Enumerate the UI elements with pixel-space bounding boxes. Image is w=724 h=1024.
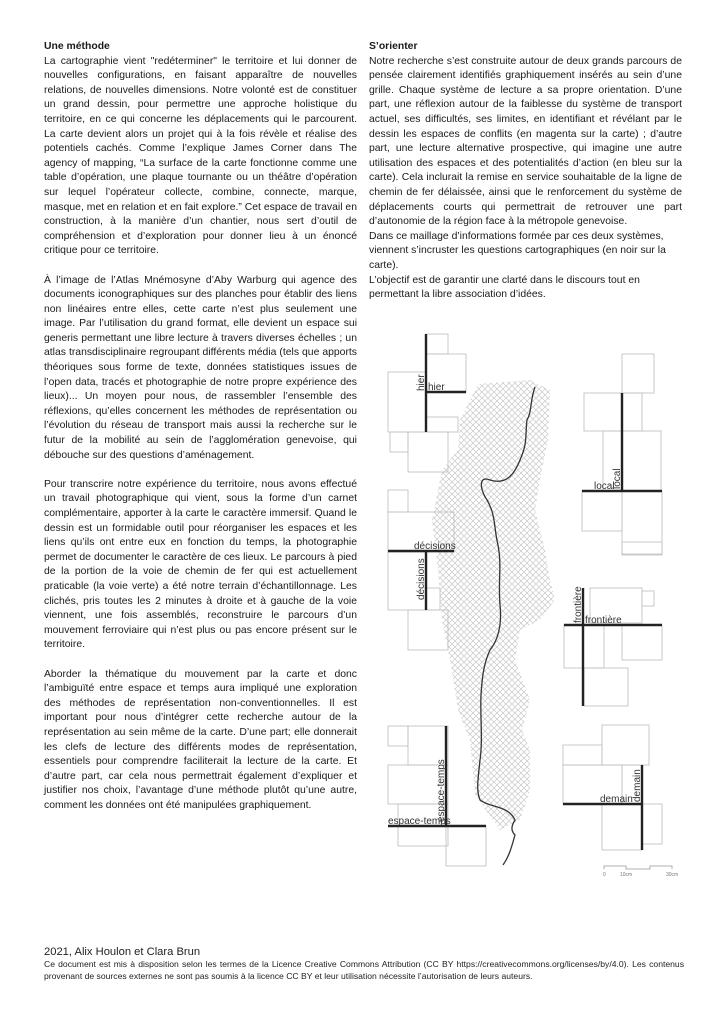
photo-frame bbox=[602, 725, 649, 765]
paragraph-maillage: Dans ce maillage d’informations formée par ces deux systèmes, viennent s’incruster les questions cartographiques (en noir sur la carte). bbox=[369, 230, 666, 271]
photo-frame bbox=[622, 542, 662, 555]
photo-frame bbox=[408, 432, 448, 472]
photo-frame bbox=[622, 354, 654, 393]
label-local-horizontal: local bbox=[594, 481, 615, 492]
photo-frame bbox=[602, 804, 642, 850]
photo-frame bbox=[426, 334, 448, 354]
photo-frame bbox=[426, 588, 440, 610]
paragraph-photographie: Pour transcrire notre expérience du territoire, nous avons effectué un travail photographique qui vient, sous la forme d’un carnet complémentaire, apporter à la carte le caractère immersif. Quand le dessin est un formidable outil pour réorganiser les espaces et les liens qu’ils ont entre eux en fonction du temps, la photographie permet de documenter le caractère de ces lieux. Le parcours à pied de la portion de la voie de chemin de fer qui est actuellement praticable (la voie verte) a été notre terrain d’échantillonnage. Les clichés, pris toutes les 2 minutes à droite et à gauche de la voie viennent, une fois assemblés, reconstruire le parcours d’un mouvement ferroviaire qui n’est plus ou pas encore présent sur le territoire. bbox=[44, 478, 357, 651]
footer bbox=[44, 946, 684, 982]
paragraph-cartographie: La cartographie vient "redéterminer" le territoire et lui donner de nouvelles configurations, en faisant apparaître de nouvelles relations, de nouvelles dimensions. Notre volonté est de constituer un grand dessin, pour permettre une approche holistique du territoire, en ce qui concerne les déplacements qui le parcourent. La carte devient alors un projet qui à la fois révèle et réalise des potentiels cachés. Comme l’explique James Corner dans The agency of mapping, “La surface de la carte fonctionne comme une table d’opération, une plaque tournante ou un théâtre d’opération sur lequel l’opérateur collecte, combine, connecte, marque, masque, met en relation et en fait explore.” Cet espace de travail en construction, à la manière d’un chantier, nous sert d’outil de compréhension et d’exploration pour donner lieu à un énoncé critique pour ce territoire. bbox=[44, 55, 357, 257]
paragraph-recherche: Notre recherche s’est construite autour de deux grands parcours de pensée clairement identifiés graphiquement insérés au sein d’une grille. Chaque système de lecture a sa propre orientation. D’une part, une réflexion autour de la faiblesse du système de transport actuel, ses difficultés, ses limites, en identifiant et révélant par le dessin les espaces de conflits (en magenta sur la carte) ; d’autre part, une lecture alternative prospective, qui imagine une autre utilisation des espaces et des potentialités d’action (en bleu sur la carte). Cela inclurait la remise en service souhaitable de la ligne de chemin de fer délaissée, ainsi que le renforcement du système de déplacements courts qui permettrait de retrouver une part d’autonomie de la région face à la métropole genevoise. bbox=[369, 55, 682, 228]
photo-frame bbox=[642, 804, 662, 844]
label-demain-vertical: demain bbox=[632, 769, 643, 802]
label-decisions-vertical: décisions bbox=[416, 558, 427, 600]
scale-tick-30: 30cm bbox=[666, 872, 679, 878]
footer-license-text: Ce document est mis à disposition selon les termes de la Licence Creative Commons Attribution (CC BY https://creativecommons.org/licenses/by/4.0). Les contenus provenant de sources externes ne sont pas soumis à la licence CC BY et leur utilisation nécessite l’autorisation de leurs auteurs. bbox=[44, 959, 684, 981]
photo-frame bbox=[622, 491, 662, 554]
scale-bar bbox=[603, 866, 678, 878]
photo-frame bbox=[390, 432, 408, 452]
left-column bbox=[44, 40, 357, 828]
paragraph-atlas: À l’image de l’Atlas Mnémosyne d’Aby Warburg qui agence des documents iconographiques sur des planches pour établir des liens non linéaires entre elles, cette carte n’est plus seulement une image. Par l’utilisation du grand format, elle devient un espace sui generis permettant une libre lecture à travers diverses échelles ; un atlas transdisciplinaire regroupant différents média (tels que apports théoriques sous forme de texte, données statistiques issues de l’open data, tracés et photographie de notre propre expérience des lieux)... Un moyen pour nous, de rassembler l’ensemble des réflexions, qu’elles concernent les méthodes de représentation ou l’évolution du réseau de transport mais aussi la recherche sur le futur de la mobilité au sein de l’agglomération genevoise, qui débouche sur des questions d’aménagement. bbox=[44, 274, 357, 461]
label-hier-horizontal: hier bbox=[428, 382, 445, 393]
footer-credits: 2021, Alix Houlon et Clara Brun bbox=[44, 946, 201, 958]
label-demain-horizontal: demain bbox=[600, 794, 633, 805]
section-heading-methode: Une méthode bbox=[44, 41, 110, 52]
territory-hatched-area bbox=[432, 380, 555, 830]
photo-frame bbox=[563, 745, 602, 765]
label-frontiere-vertical: frontière bbox=[573, 586, 584, 623]
photo-frame bbox=[408, 726, 448, 765]
label-frontiere-horizontal: frontière bbox=[585, 615, 622, 626]
label-hier-vertical: hier bbox=[416, 374, 427, 391]
orientation-diagram bbox=[380, 320, 700, 880]
scale-tick-10: 10cm bbox=[620, 872, 633, 878]
photo-frame bbox=[622, 625, 662, 660]
paragraph-objectif: L’objectif est de garantir une clarté dans le discours tout en permettant la libre association d’idées. bbox=[369, 274, 640, 301]
photo-frame bbox=[446, 826, 486, 866]
label-decisions-horizontal: décisions bbox=[414, 541, 456, 552]
photo-frame bbox=[582, 491, 622, 531]
photo-frame bbox=[388, 726, 408, 746]
label-espace-temps-horizontal: espace-temps bbox=[388, 816, 451, 827]
photo-frame bbox=[398, 826, 448, 846]
label-espace-temps-vertical: espace-temps bbox=[436, 759, 447, 822]
paragraph-representation: Aborder la thématique du mouvement par la carte et donc l’ambiguïté entre espace et temps aura impliqué une exploration des méthodes de représentation non-conventionnelles. Il est important pour nous d’intégrer cette recherche autour de la représentation au sein même de la carte. D’une part; elle donnerait les clefs de lecture des différents modes de représentation, essentiels pour comprendre faciliterait la lecture de la carte. Et d’autre part, car cela nous permettrait également d’expliquer et justifier nos choix, l’avantage d’une méthode plutôt qu’une autre, comment les données ont été manipulées graphiquement. bbox=[44, 668, 357, 811]
photo-frame bbox=[584, 393, 642, 431]
photo-frame bbox=[642, 591, 654, 606]
photo-frame bbox=[388, 490, 408, 512]
scale-tick-0: 0 bbox=[603, 872, 606, 878]
label-local-vertical: local bbox=[612, 468, 623, 489]
photo-frame bbox=[584, 668, 628, 706]
section-heading-orienter: S’orienter bbox=[369, 41, 418, 52]
right-column bbox=[369, 40, 682, 303]
photo-frame bbox=[426, 417, 458, 432]
